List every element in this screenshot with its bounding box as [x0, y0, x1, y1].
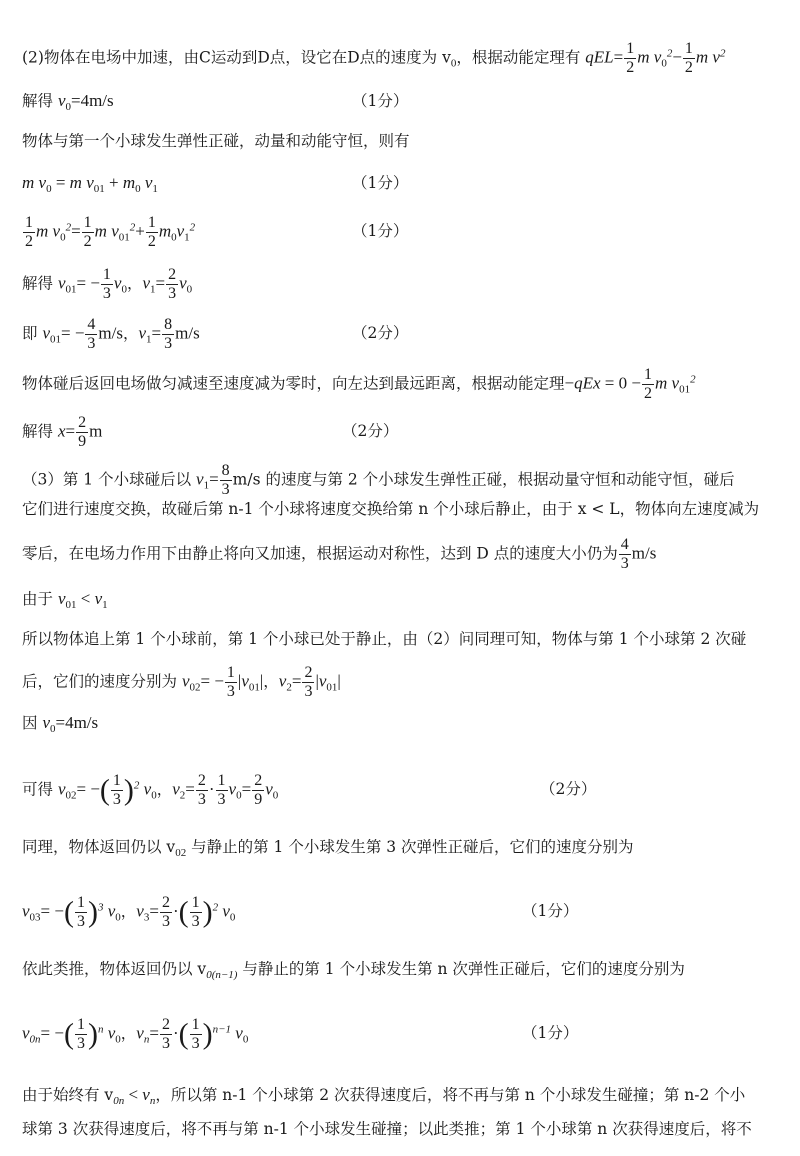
unit: m/s: [631, 543, 657, 563]
score: （2分）: [352, 324, 409, 342]
text: 由于始终有 v: [22, 1086, 114, 1104]
unit: m/s: [98, 323, 123, 343]
text: 解得: [22, 422, 58, 441]
score: （1分）: [522, 1024, 579, 1042]
text: 后，它们的速度分别为: [22, 672, 182, 691]
p3-line1: （3）第 1 个小球碰后以 $v_1=$ $\frac{8}{3}$ m/s 的速度与第 2 个小球发生弹性正碰，根据动量守恒和动能守恒，碰后: [22, 462, 735, 498]
score: （2分）: [540, 780, 597, 798]
v01-lt-v1: 由于 $v_{01} < v_1$: [22, 589, 108, 612]
value: =4m/s: [70, 91, 114, 110]
unit: m: [89, 421, 103, 441]
v02-v2: 可得 $v_{02}=$ −( $\frac{1}{3}$ )$^2$ $v_0$，$v_2=$ $\frac{2}{3}$ · $\frac{1}{3}$ $v_0=$ $\frac{2}{9}$ $v_0$ （2分）: [22, 772, 597, 808]
p3-line2: 它们进行速度交换，故碰后第 n-1 个小球将速度交换给第 n 个小球后静止，由于 x < L，物体向左速度减为: [22, 500, 760, 518]
score: （1分）: [352, 222, 409, 240]
last-line2: 球第 3 次获得速度后，将不再与第 n-1 个小球发生碰撞；以此类推；第 1 个小球第 n 次获得速度后，将不: [22, 1120, 752, 1138]
text: （3）第 1 个小球碰后以: [22, 470, 197, 489]
text: 与静止的第 1 个小球发生第 3 次弹性正碰后，它们的速度分别为: [186, 838, 634, 856]
unit: m/s: [175, 323, 200, 343]
text: 即: [22, 324, 43, 343]
score: （1分）: [352, 174, 409, 192]
x-result: 解得 x= $\frac{2}{9}$ m （2分）: [22, 414, 399, 450]
energy-eq: $\frac{1}{2}$ m $v_0^2=$ $\frac{1}{2}$ m $v_{01}^2+$ $\frac{1}{2}$ $m_0v_1^2$ （1分）: [25, 214, 409, 250]
text: 与静止的第 1 个小球发生第 n 次弹性正碰后，它们的速度分别为: [237, 960, 685, 978]
momentum-eq: m $v_0 = m$ $v_{01} + m_0$ $v_1$ （1分）: [22, 173, 409, 196]
text: 同理，物体返回仍以 v: [22, 838, 176, 856]
text: 解得: [22, 92, 58, 110]
v0-result: 解得 $v_0=4m/s$ （1分）: [22, 91, 409, 114]
score: （1分）: [352, 92, 409, 110]
p2-intro-line: (2)物体在电场中加速，由C运动到D点，设它在D点的速度为 $v_0$，根据动能定理有 qEL= $\frac{1}{2}$ m $v_0^2-$ $\frac{1}{2}$ m $v^2$: [22, 40, 726, 76]
chase-line2: 后，它们的速度分别为 $v_{02}=$ − $\frac{1}{3}$ $|v_{01}|$，$v_2=$ $\frac{2}{3}$ $|v_{01}|$: [22, 664, 341, 700]
induct-line: 依此类推，物体返回仍以 $v_{0(n-1)}$ 与静止的第 1 个小球发生第 n 次弹性正碰后，它们的速度分别为: [22, 960, 685, 982]
elastic-intro: 物体与第一个小球发生弹性正碰，动量和动能守恒，则有: [22, 132, 410, 150]
text: ，根据动能定理有: [456, 48, 586, 67]
v01-v1-values: 即 $v_{01}=$ − $\frac{4}{3}$ m/s，$v_1=$ $\frac{8}{3}$ m/s （2分）: [22, 316, 409, 352]
v0n-vn: $v_{0n}=$ −( $\frac{1}{3}$ )$^n$ $v_0$，$v_n=$ $\frac{2}{3}$ ·( $\frac{1}{3}$ )$^{n-1}$ $v_0$ （1分）: [22, 1016, 579, 1052]
v0-given: 因 $v_0=4m/s$: [22, 713, 99, 736]
score: （1分）: [522, 902, 579, 920]
text: m/s 的速度与第 2 个小球发生弹性正碰，根据动量守恒和动能守恒，碰后: [232, 470, 735, 489]
return-line: 物体碰后返回电场做匀减速至速度减为零时，向左达到最远距离，根据动能定理−qEx = 0 − $\frac{1}{2}$ m $v_{01}^2$: [22, 366, 696, 402]
text: (2)物体在电场中加速，由C运动到D点，设它在D点的速度为 v: [22, 48, 451, 67]
text: 依此类推，物体返回仍以 v: [22, 960, 207, 978]
text: 可得: [22, 780, 58, 799]
score: （2分）: [342, 422, 399, 440]
text: 解得: [22, 274, 58, 293]
v01-v1-solution: 解得 $v_{01}=$ − $\frac{1}{3}$ $v_0$，$v_1=$ $\frac{2}{3}$ $v_0$: [22, 266, 193, 302]
p3-line3: 零后，在电场力作用下由静止将向又加速，根据运动对称性，达到 D 点的速度大小仍为 $\frac{4}{3}$ m/s: [22, 536, 657, 572]
same-line: 同理，物体返回仍以 $v_{02}$ 与静止的第 1 个小球发生第 3 次弹性正碰后，它们的速度分别为: [22, 838, 634, 860]
text: 因: [22, 714, 43, 732]
text: ，所以第 n-1 个小球第 2 次获得速度后，将不再与第 n 个小球发生碰撞；第 n-2 个小: [155, 1086, 746, 1104]
text: 由于: [22, 590, 58, 608]
last-line1: 由于始终有 $v_{0n} < v_n$，所以第 n-1 个小球第 2 次获得速度后，将不再与第 n 个小球发生碰撞；第 n-2 个小: [22, 1085, 746, 1108]
v03-v3: $v_{03}=$ −( $\frac{1}{3}$ )$^3$ $v_0$，$v_3=$ $\frac{2}{3}$ ·( $\frac{1}{3}$ )$^2$ $v_0$ （1分）: [22, 894, 579, 930]
chase-line1: 所以物体追上第 1 个小球前，第 1 个小球已处于静止，由（2）问同理可知，物体与第 1 个小球第 2 次碰: [22, 630, 747, 648]
text: 物体碰后返回电场做匀减速至速度减为零时，向左达到最远距离，根据动能定理: [22, 374, 565, 393]
value: =4m/s: [55, 713, 99, 732]
text: 零后，在电场力作用下由静止将向又加速，根据运动对称性，达到 D 点的速度大小仍为: [22, 544, 618, 563]
